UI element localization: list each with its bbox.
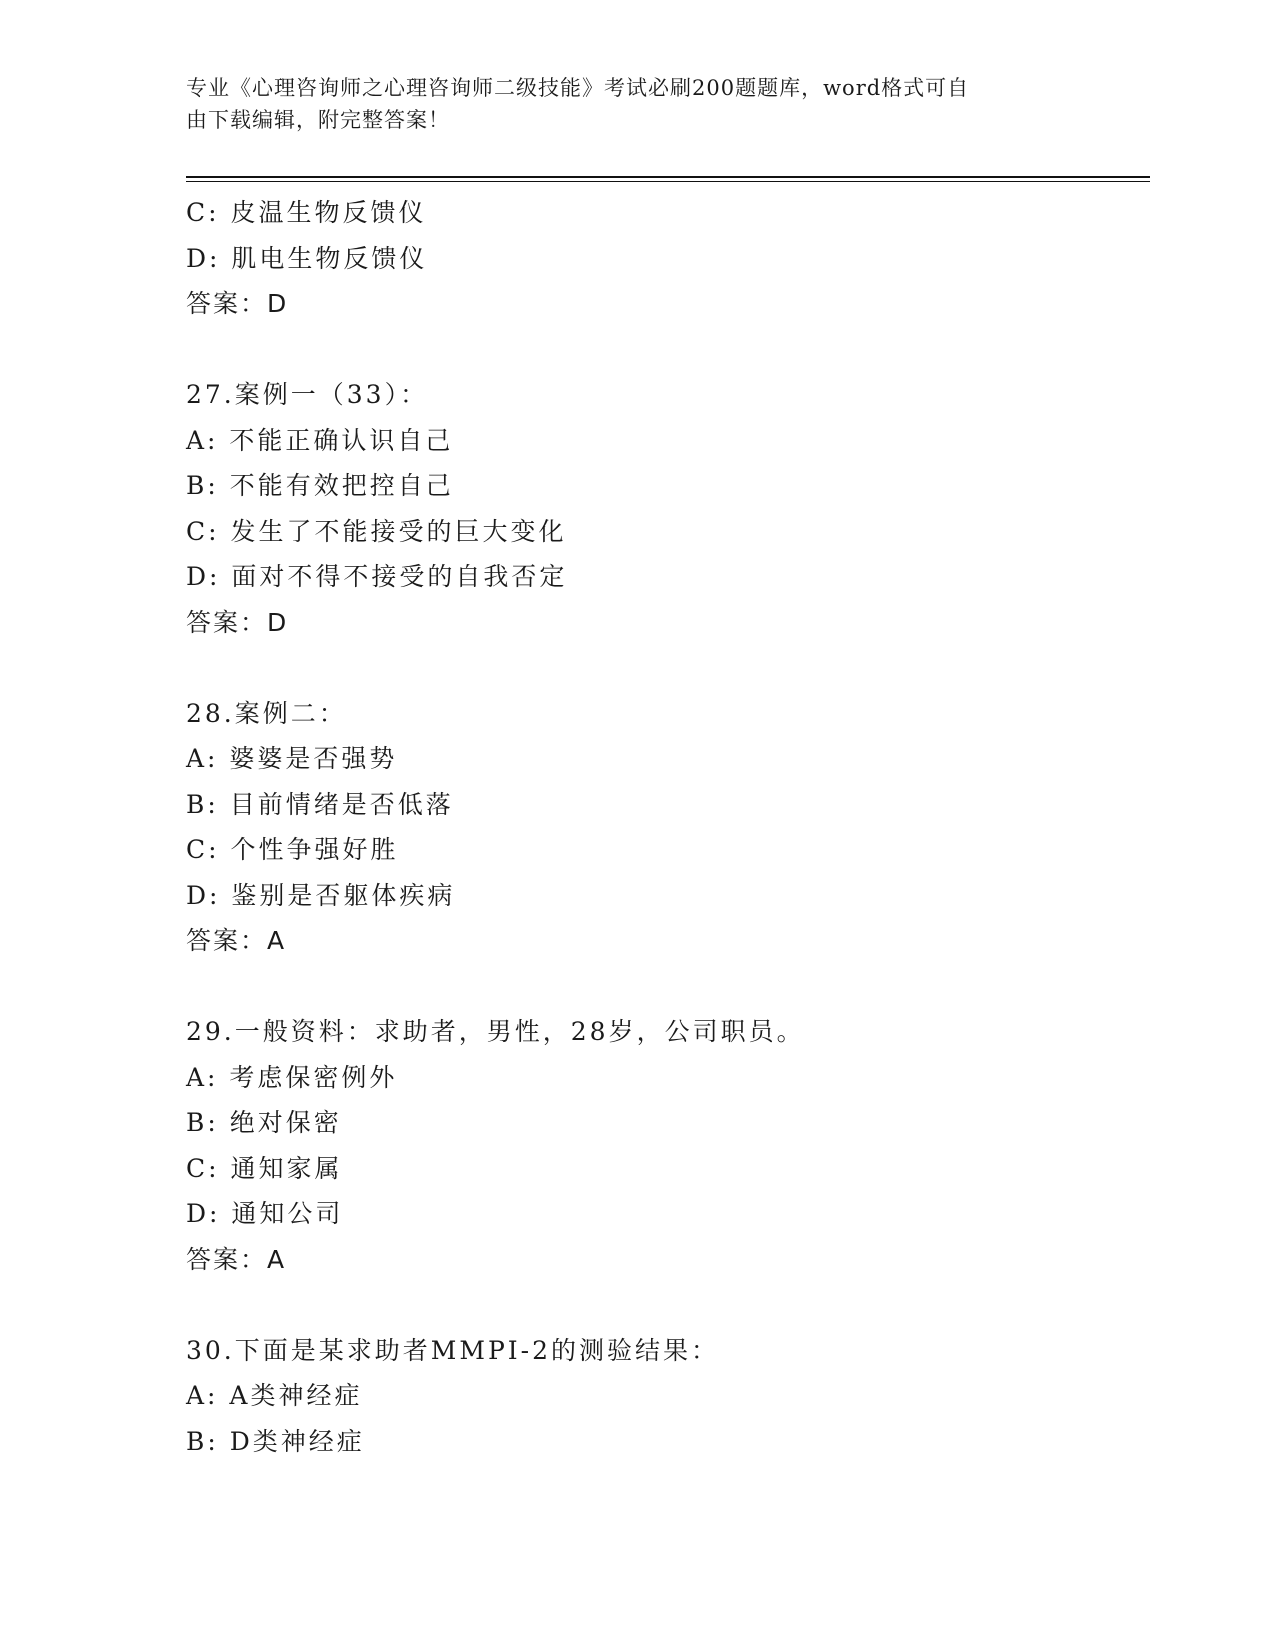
option-c: C: 皮温生物反馈仪 — [186, 198, 427, 227]
answer-line: 答案：A — [186, 926, 287, 955]
header-divider-thick — [186, 176, 1150, 178]
answer-line: 答案：A — [186, 1244, 287, 1274]
spacer — [186, 964, 1146, 1010]
question-list — [186, 190, 1146, 1464]
option-d: D: 鉴别是否躯体疾病 — [186, 880, 456, 910]
option-c: C: 发生了不能接受的巨大变化 — [186, 516, 567, 546]
question-stem: 30.下面是某求助者MMPI-2的测验结果： — [186, 1335, 720, 1365]
answer-line: 答案：D — [186, 607, 289, 637]
header-line-2: 由下载编辑，附完整答案！ — [186, 108, 450, 132]
header-divider-thin — [186, 181, 1150, 182]
document-header — [186, 72, 1066, 136]
option-d: D: 通知公司 — [186, 1199, 344, 1228]
answer-line: 答案：D — [186, 289, 289, 318]
option-c: C: 个性争强好胜 — [186, 835, 399, 864]
option-b: B: 目前情绪是否低落 — [186, 789, 454, 819]
question-block-28 — [186, 691, 1146, 964]
option-d: D: 肌电生物反馈仪 — [186, 243, 428, 273]
option-a: A: 不能正确认识自己 — [186, 425, 454, 455]
option-b: B: 不能有效把控自己 — [186, 471, 454, 500]
option-a: A: 考虑保密例外 — [186, 1062, 398, 1092]
spacer — [186, 645, 1146, 691]
question-block-29 — [186, 1009, 1146, 1282]
option-b: B: 绝对保密 — [186, 1108, 342, 1137]
option-b: B: D类神经症 — [186, 1426, 365, 1456]
question-stem: 29.一般资料：求助者，男性，28岁，公司职员。 — [186, 1017, 805, 1046]
header-line-1: 专业《心理咨询师之心理咨询师二级技能》考试必刷200题题库，word格式可自 — [186, 76, 970, 100]
option-c: C: 通知家属 — [186, 1153, 343, 1183]
question-stem: 28.案例二： — [186, 698, 347, 728]
option-d: D: 面对不得不接受的自我否定 — [186, 562, 568, 591]
question-block-27 — [186, 372, 1146, 645]
question-stem: 27.案例一（33）： — [186, 380, 429, 409]
option-a: A: A类神经症 — [186, 1381, 363, 1410]
spacer — [186, 1282, 1146, 1328]
option-a: A: 婆婆是否强势 — [186, 744, 398, 773]
spacer — [186, 327, 1146, 373]
question-block-prev — [186, 190, 1146, 327]
question-block-30 — [186, 1328, 1146, 1465]
